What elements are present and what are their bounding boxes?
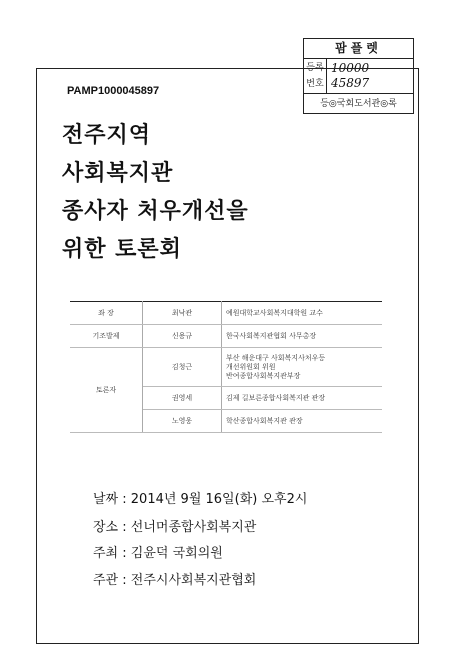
- host-value: 김윤덕 국회의원: [130, 546, 223, 561]
- stamp-label-number: 번호: [306, 79, 324, 89]
- event-place: 장소 : 선너머종합사회복지관: [93, 520, 257, 535]
- role-cell: 좌 장: [70, 302, 143, 325]
- name-cell: 최낙관: [143, 302, 222, 325]
- host-label: 주최: [93, 546, 119, 561]
- participants-table: [70, 301, 382, 433]
- event-organizer: 주관 : 전주시사회복지관협회: [93, 573, 257, 588]
- affiliation-line: 부산 해운대구 사회복지사처우등: [226, 353, 326, 362]
- organizer-label: 주관: [93, 573, 119, 588]
- event-date: 날짜 : 2014년 9월 16일(화) 오후2시: [93, 492, 308, 507]
- affiliation-cell: [222, 325, 383, 348]
- affiliation-cell: [222, 387, 383, 410]
- role-cell: [70, 348, 143, 433]
- title-line-1: 전주지역: [62, 123, 152, 148]
- stamp-title: 팜플렛: [304, 39, 413, 59]
- title-line-4: 위한 토론회: [62, 237, 182, 262]
- organizer-value: 전주시사회복지관협회: [130, 573, 257, 588]
- affiliation-cell: [222, 348, 383, 387]
- table-row: [70, 302, 382, 325]
- title-line-3: 종사자 처우개선을: [62, 199, 249, 224]
- place-label: 장소: [93, 520, 119, 535]
- affiliation-line: 반여종합사회복지관부장: [226, 371, 301, 380]
- affiliation-cell: [222, 302, 383, 325]
- affiliation-line: 김제 길보른종합사회복지관 관장: [226, 393, 326, 402]
- date-value: 2014년 9월 16일(화) 오후2시: [130, 492, 308, 507]
- role-cell: 기조발제: [70, 325, 143, 348]
- document-code: PAMP1000045897: [67, 85, 160, 97]
- table-row: [70, 348, 382, 387]
- affiliation-line: 예원대학교사회복지대학원 교수: [226, 308, 323, 317]
- name-cell: 권영세: [143, 387, 222, 410]
- stamp-number-line-1: 10000: [331, 61, 370, 75]
- affiliation-line: 개선위원회 위원: [226, 362, 276, 371]
- role-label-discussant: 토론자: [95, 386, 117, 394]
- event-host: 주최 : 김윤덕 국회의원: [93, 546, 223, 561]
- stamp-label-registration: 등록: [306, 63, 324, 73]
- stamp-number-line-2: 45897: [331, 76, 370, 90]
- name-cell: 신용규: [143, 325, 222, 348]
- affiliation-line: 한국사회복지관협회 사무총장: [226, 331, 317, 340]
- table-row: [70, 325, 382, 348]
- document-title: [62, 117, 249, 269]
- date-label: 날짜: [93, 492, 119, 507]
- title-line-2: 사회복지관: [62, 161, 174, 186]
- name-cell: 김청근: [143, 348, 222, 387]
- name-cell: 노영웅: [143, 410, 222, 433]
- affiliation-cell: [222, 410, 383, 433]
- stamp-footer: 등◎국회도서관◎록: [320, 99, 397, 109]
- affiliation-line: 학산종합사회복지관 관장: [226, 416, 303, 425]
- place-value: 선너머종합사회복지관: [130, 520, 257, 535]
